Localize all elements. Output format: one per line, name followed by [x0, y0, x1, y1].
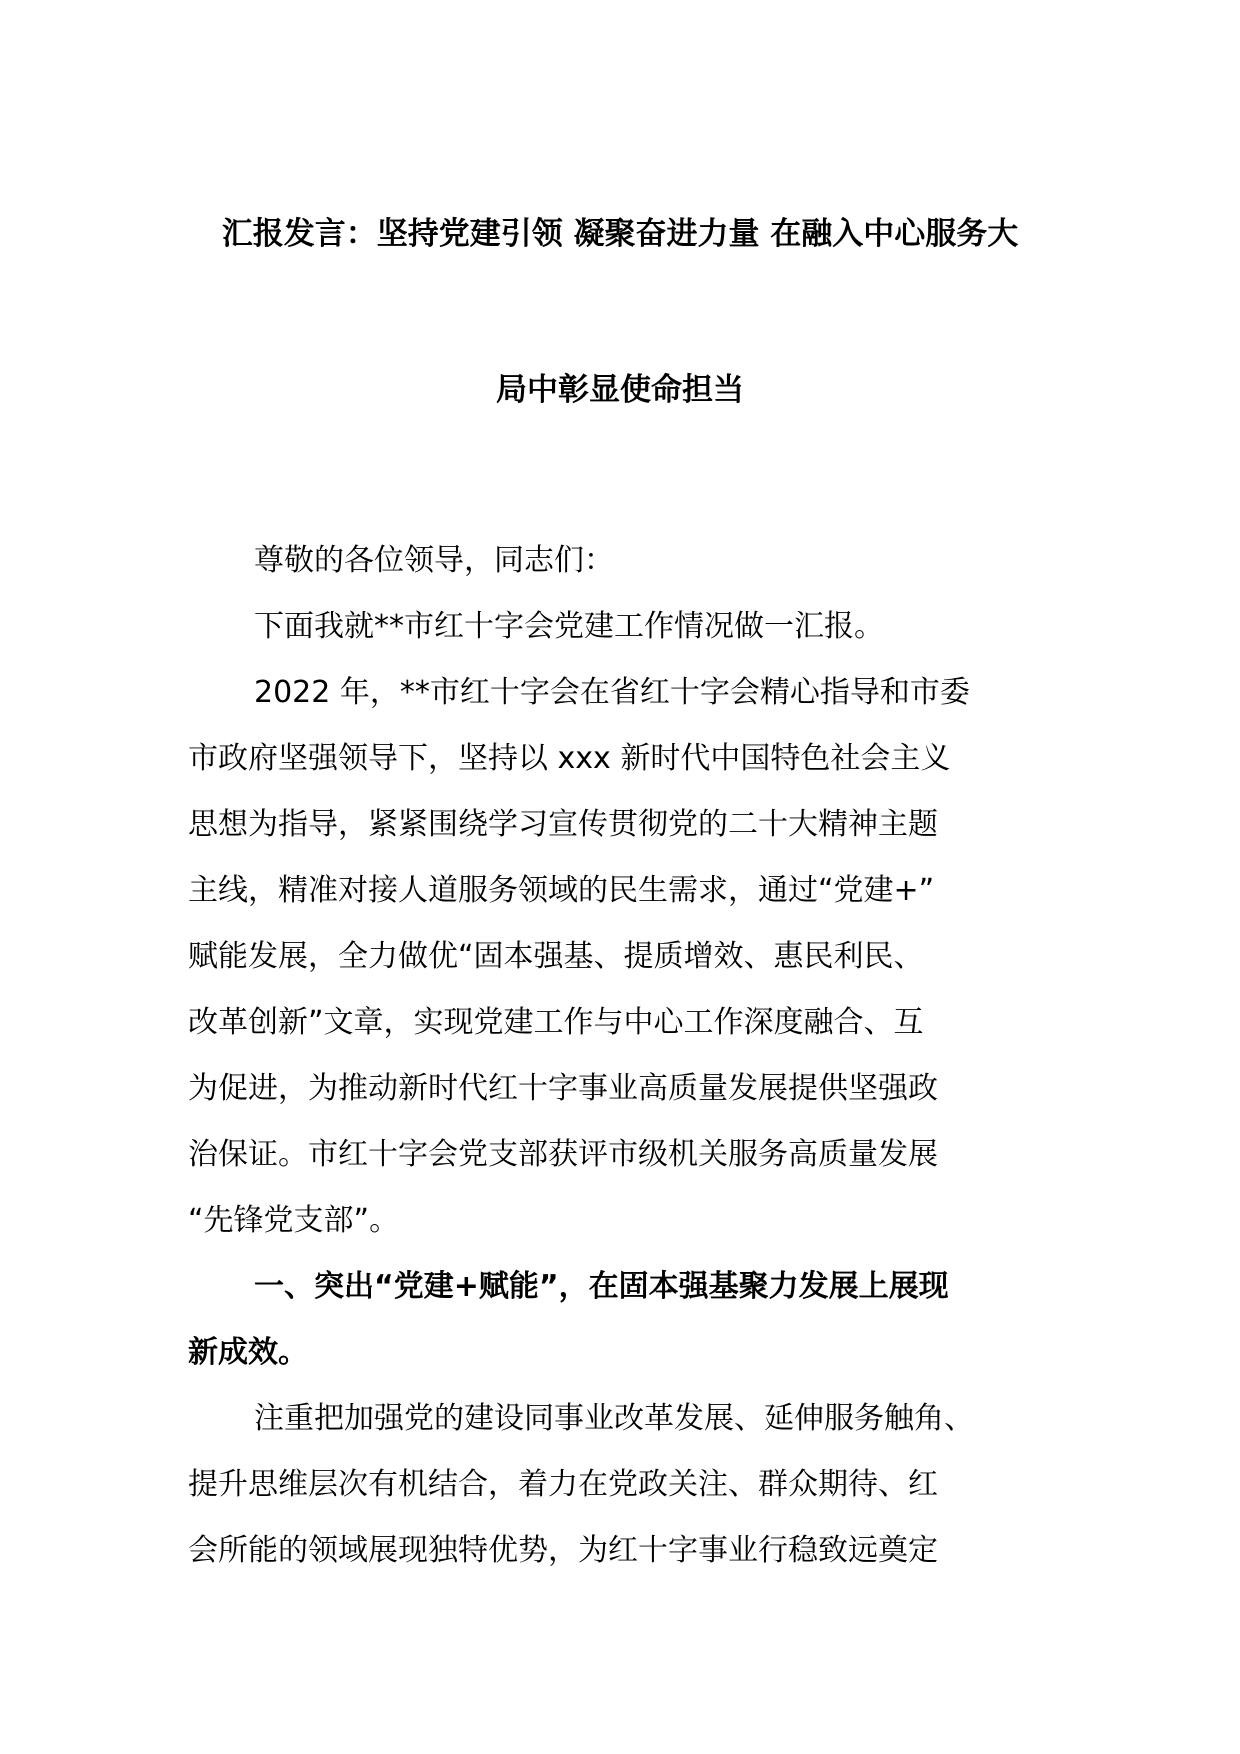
salutation-line: 尊敬的各位领导，同志们： [254, 543, 614, 578]
paragraph-line: “先锋党支部”。 [188, 1203, 400, 1238]
paragraph-line: 提升思维层次有机结合，着力在党政关注、群众期待、红 [188, 1467, 938, 1502]
paragraph-line: 会所能的领域展现独特优势，为红十字事业行稳致远奠定 [188, 1533, 938, 1568]
paragraph-line: 改革创新”文章，实现党建工作与中心工作深度融合、互 [188, 1005, 924, 1040]
document-title-line-1: 汇报发言：坚持党建引领 凝聚奋进力量 在融入中心服务大 [221, 216, 1019, 252]
paragraph-line: 赋能发展，全力做优“固本强基、提质增效、惠民利民、 [188, 939, 924, 974]
paragraph-line: 2022 年，**市红十字会在省红十字会精心指导和市委 [254, 675, 970, 710]
paragraph-line: 市政府坚强领导下，坚持以 xxx 新时代中国特色社会主义 [188, 741, 951, 776]
paragraph-line: 为促进，为推动新时代红十字事业高质量发展提供坚强政 [188, 1071, 938, 1106]
paragraph-line: 思想为指导，紧紧围绕学习宣传贯彻党的二十大精神主题 [188, 807, 938, 842]
paragraph-line: 注重把加强党的建设同事业改革发展、延伸服务触角、 [254, 1401, 974, 1436]
intro-line: 下面我就**市红十字会党建工作情况做一汇报。 [254, 609, 884, 644]
paragraph-line: 主线，精准对接人道服务领域的民生需求，通过“党建+” [188, 873, 935, 908]
section-heading-line: 新成效。 [188, 1335, 308, 1370]
section-heading-line: 一、突出“党建+赋能”，在固本强基聚力发展上展现 [254, 1269, 949, 1304]
paragraph-line: 治保证。市红十字会党支部获评市级机关服务高质量发展 [188, 1137, 938, 1172]
document-title-line-2: 局中彰显使命担当 [496, 372, 744, 408]
